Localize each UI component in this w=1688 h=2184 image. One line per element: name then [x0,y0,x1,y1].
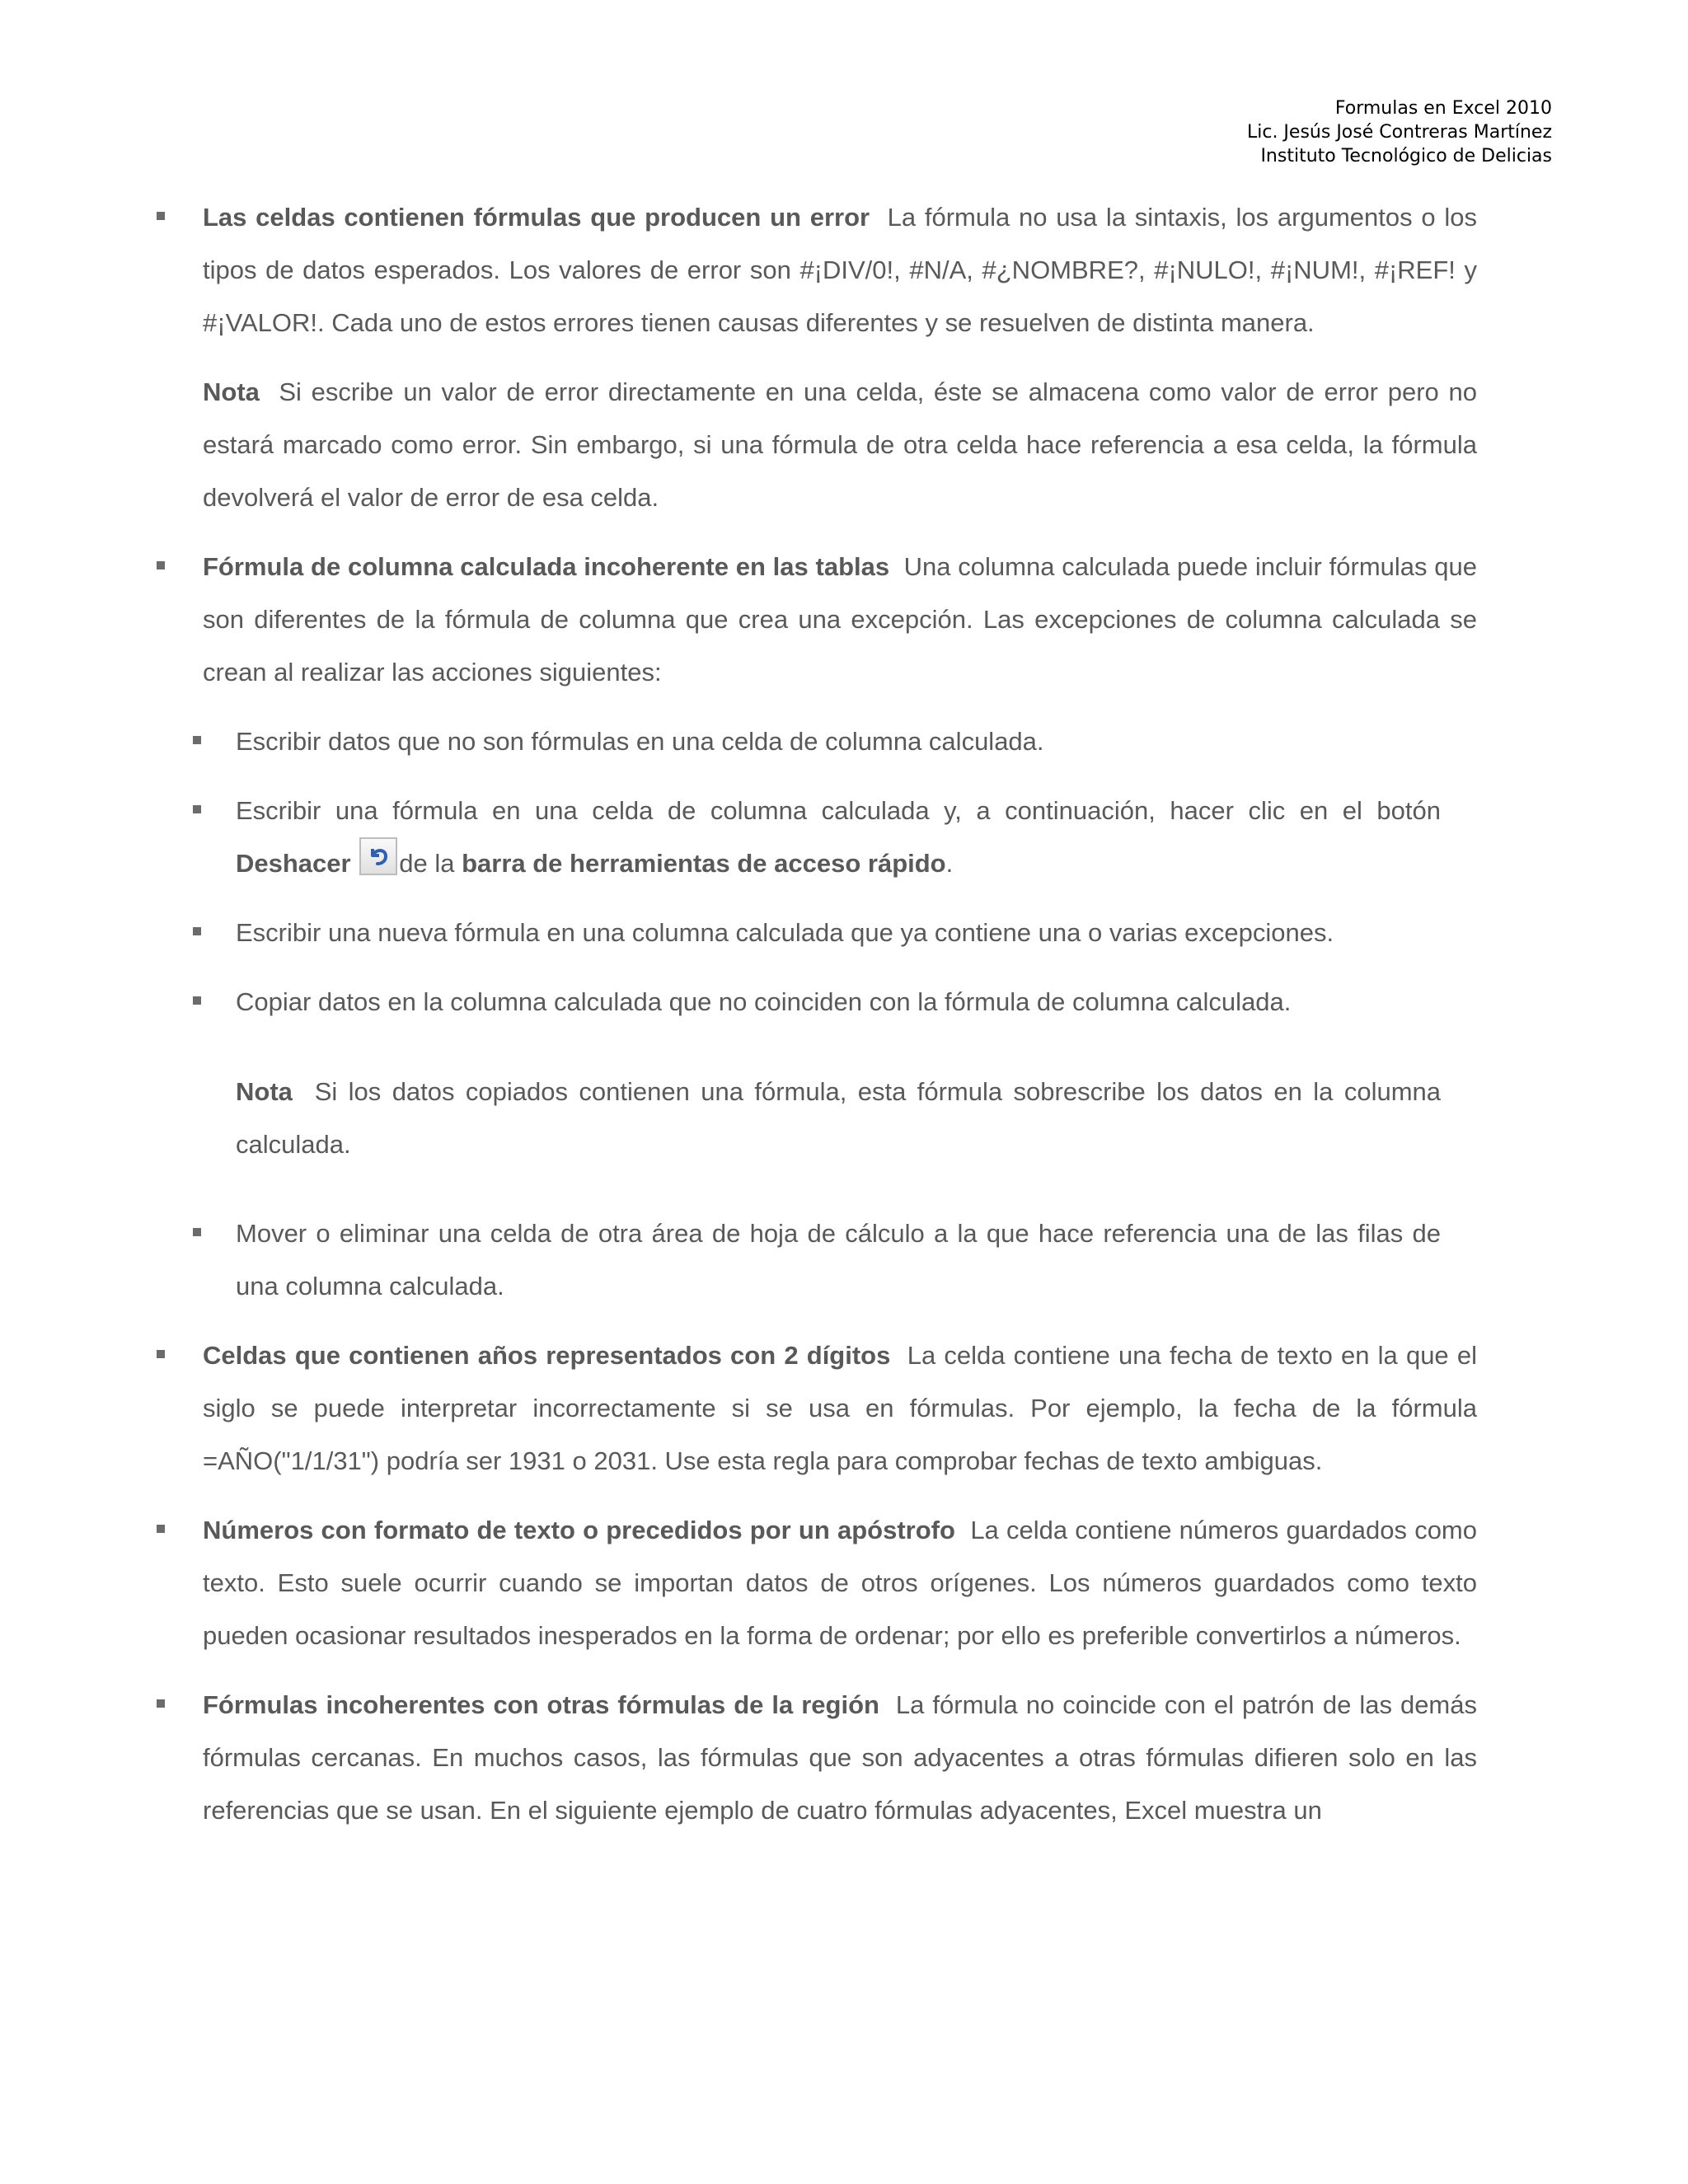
note-copied-data [236,1066,1441,1171]
item-title: Números con formato de texto o precedidos por un apóstrofo [203,1516,955,1544]
item-title: Las celdas contienen fórmulas que producen un error [203,203,870,232]
note-label: Nota [203,377,260,406]
sub-item-non-formula-data [236,715,1441,768]
list-item-numbers-as-text [150,1504,1477,1662]
note-error-value [150,366,1477,524]
header-institution: Instituto Tecnológico de Delicias [1260,146,1552,166]
item-text: Una columna calculada puede incluir fórmulas que son diferentes de la fórmula de columna que crea una excepción. Las excepciones de columna calculada se crean al realizar las acciones siguientes: [203,552,1477,687]
header-title: Formulas en Excel 2010 [1334,98,1552,119]
sub-item-text: Escribir una fórmula en una celda de columna calculada y, a continuación, hacer clic en el botón [236,796,1441,825]
sub-item-undo [236,785,1441,890]
note-label: Nota [236,1077,293,1106]
item-title: Celdas que contienen años representados con 2 dígitos [203,1341,891,1370]
toolbar-reference: barra de herramientas de acceso rápido [462,849,946,878]
list-item-calculated-column [150,541,1477,699]
list-item-inconsistent-formulas [150,1679,1477,1837]
item-text: La celda contiene números guardados como texto. Esto suele ocurrir cuando se importan datos de otros orígenes. Los números guardados como texto pueden ocasionar resultados inesperados en la forma de ordenar; por ello es preferible convertirlos a números. [203,1516,1477,1650]
document-body [150,191,1477,1837]
undo-label: Deshacer [236,849,351,878]
note-text: Si los datos copiados contienen una fórmula, esta fórmula sobrescribe los datos en la columna calculada. [236,1077,1441,1159]
list-item-errors [150,191,1477,349]
sub-item-text: Escribir datos que no son fórmulas en una celda de columna calculada. [236,727,1044,756]
list-item-two-digit-years [150,1329,1477,1488]
note-text: Si escribe un valor de error directamente en una celda, éste se almacena como valor de error pero no estará marcado como error. Sin embargo, si una fórmula de otra celda hace referencia a esa celda, la fórmula devolverá el valor de error de esa celda. [203,377,1477,512]
item-title: Fórmula de columna calculada incoherente en las tablas [203,552,890,581]
sub-item-text-connector: de la [399,849,455,878]
sub-item-new-formula [236,907,1441,959]
undo-icon [359,837,397,875]
page-header [1247,96,1552,168]
sub-item-text: Escribir una nueva fórmula en una columna calculada que ya contiene una o varias excepciones. [236,918,1334,947]
sentence-period: . [945,849,954,878]
item-text: La fórmula no usa la sintaxis, los argumentos o los tipos de datos esperados. Los valores de error son #¡DIV/0!, #N/A, #¿NOMBRE?, #¡NULO!, #¡NUM!, #¡REF! y #¡VALOR!. Cada uno de estos errores tienen causas diferentes y se resuelven de distinta manera. [203,203,1477,337]
sub-item-copy-data [236,976,1441,1029]
sub-item-text: Mover o eliminar una celda de otra área de hoja de cálculo a la que hace referencia una de las filas de una columna calculada. [236,1219,1441,1301]
header-author: Lic. Jesús José Contreras Martínez [1246,122,1552,143]
item-text: La fórmula no coincide con el patrón de las demás fórmulas cercanas. En muchos casos, las fórmulas que son adyacentes a otras fórmulas difieren solo en las referencias que se usan. En el siguiente ejemplo de cuatro fórmulas adyacentes, Excel muestra un [203,1690,1477,1825]
item-text: La celda contiene una fecha de texto en la que el siglo se puede interpretar incorrectamente si se usa en fórmulas. Por ejemplo, la fecha de la fórmula =AÑO("1/1/31") podría ser 1931 o 2031. Use esta regla para comprobar fechas de texto ambiguas. [203,1341,1477,1475]
item-title: Fórmulas incoherentes con otras fórmulas de la región [203,1690,879,1719]
sub-item-text: Copiar datos en la columna calculada que no coinciden con la fórmula de columna calculada. [236,987,1292,1016]
sub-item-move-delete [236,1207,1441,1313]
